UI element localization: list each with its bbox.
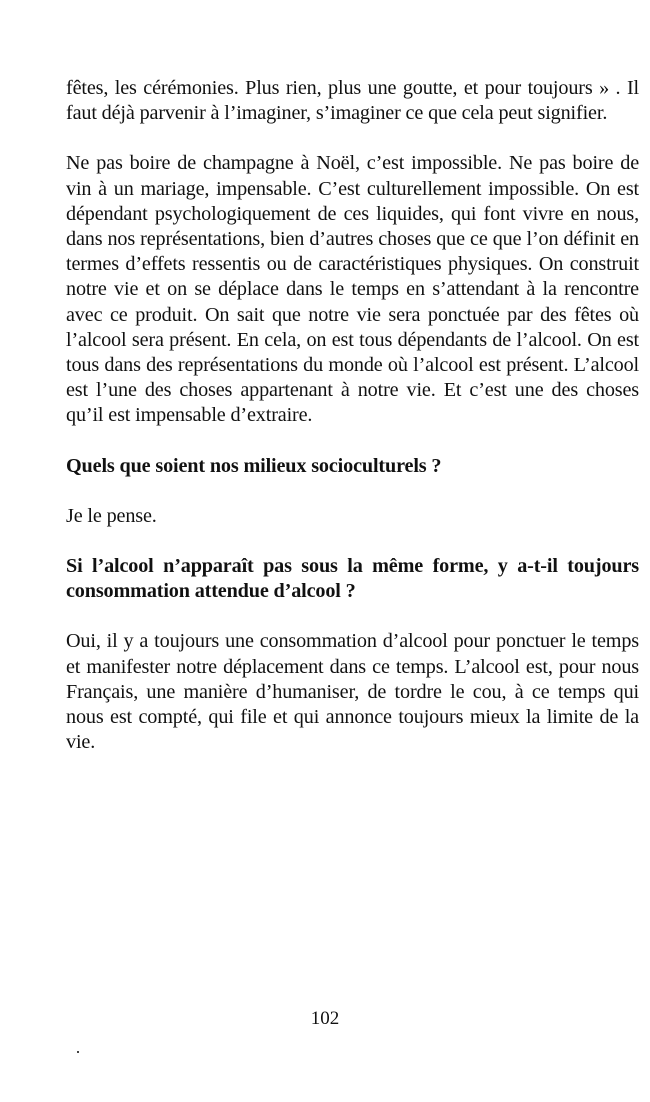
paragraph-answer-time: Oui, il y a toujours une consommation d’alcool pour ponctuer le temps et manifester notre déplacement dans ce temps. L’alcool est, pour nous Français, une manière d’humaniser, de tordre le cou, à ce temps qui nous est compté, qui file et qui annonce toujours mieux la limite de la vie.: [66, 630, 639, 754]
question-sociocultural: Quels que soient nos milieux socioculturels ?: [66, 454, 442, 477]
scan-speck: [77, 1051, 79, 1053]
question-alcohol-form: Si l’alcool n’apparaît pas sous la même forme, y a-t-il toujours consommation attendue d’alcool ?: [66, 555, 639, 603]
page-number: 102: [310, 1008, 340, 1029]
paragraph-answer-champagne: Ne pas boire de champagne à Noël, c’est impossible. Ne pas boire de vin à un mariage, impensable. C’est culturellement impossible. On est dépendant psychologiquement de ces liquides, qui font vivre en nous, dans nos représentations, bien d’autres choses que ce que l’on définit en termes d’effets ressentis ou de caractéristiques physiques. On construit notre vie et on se déplace dans le temps en s’attendant à la rencontre avec ce produit. On sait que notre vie sera ponctuée par des fêtes où l’alcool sera présent. En cela, on est tous dépendants de l’alcool. On est tous dans des représentations du monde où l’alcool est présent. L’alcool est l’une des choses appartenant à notre vie. Et c’est une des choses qu’il est impensable d’extraire.: [66, 152, 639, 427]
paragraph-continuation: fêtes, les cérémonies. Plus rien, plus une goutte, et pour toujours » . Il faut déjà parvenir à l’imaginer, s’imaginer ce que cela peut signifier.: [66, 77, 639, 125]
page-body: [66, 76, 639, 755]
paragraph-answer-short: Je le pense.: [66, 504, 157, 527]
